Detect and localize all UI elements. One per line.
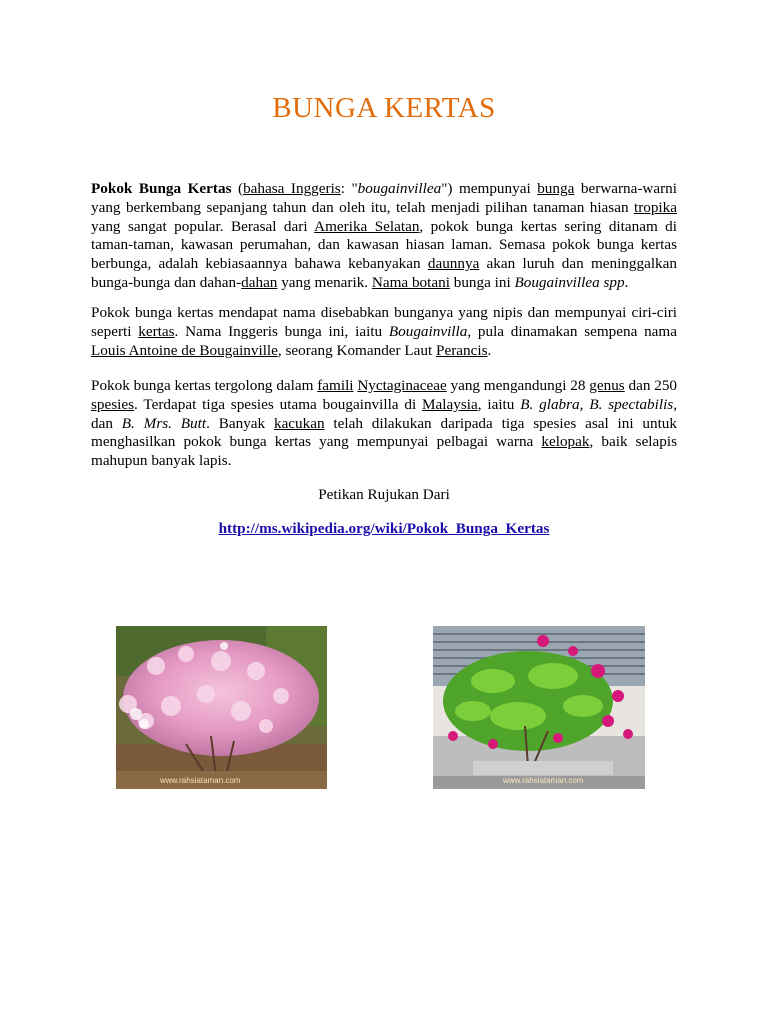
document-title: BUNGA KERTAS — [272, 92, 496, 124]
link-famili[interactable]: famili — [317, 377, 354, 394]
link-tropika[interactable]: tropika — [633, 198, 677, 216]
text-run: . Terdapat tiga spesies utama bougainvilla di — [134, 395, 423, 413]
text-run: ") mempunyai — [441, 180, 538, 197]
text-run: , baik selapis mahupun banyak lapis. — [91, 433, 677, 470]
term-italic: bougainvillea — [357, 180, 442, 197]
term-italic: B. spectabilis — [589, 395, 674, 413]
paragraph-intro — [91, 180, 677, 293]
text-run: ( — [231, 180, 244, 197]
reference-caption: Petikan Rujukan Dari — [318, 486, 450, 503]
link-daunnya[interactable]: daunnya — [427, 255, 480, 273]
paragraph-name-origin — [91, 304, 677, 360]
link-nyctaginaceae[interactable]: Nyctaginaceae — [357, 377, 447, 394]
photo-watermark: www.rahsiataman.com — [160, 776, 241, 785]
text-run: Pokok bunga kertas mendapat nama disebabkan bunganya yang nipis dan mempunyai ciri-ciri seperti — [91, 304, 677, 340]
bougainvillea-photo-magenta — [433, 626, 645, 789]
link-louis-antoine[interactable]: Louis Antoine de Bougainville — [91, 341, 278, 359]
link-kelopak[interactable]: kelopak — [541, 433, 590, 451]
text-run: , pula dinamakan sempena nama — [467, 322, 677, 340]
link-bunga[interactable]: bunga — [537, 180, 575, 197]
text-run: yang sangat popular. Berasal dari — [91, 217, 315, 235]
text-run: berwarna-warni yang berkembang sepanjang tahun dan oleh itu, telah menjadi pilihan tanaman hiasan — [91, 180, 677, 216]
text-run: yang menarik. — [277, 273, 372, 291]
photo-watermark: www.rahsiataman.com — [503, 776, 584, 785]
text-run: . — [487, 341, 492, 359]
text-run: . Nama Inggeris bunga ini, iaitu — [174, 322, 389, 340]
paragraph-classification — [91, 377, 677, 471]
link-nama-botani[interactable]: Nama botani — [371, 273, 450, 291]
text-run: . Banyak — [206, 414, 274, 432]
text-run: akan luruh dan meninggalkan bunga-bunga dan dahan- — [91, 255, 677, 291]
text-run: bunga ini — [449, 273, 515, 291]
term-italic: B. glabra — [520, 395, 580, 413]
bougainvillea-photo-pink — [116, 626, 327, 789]
text-run: dan 250 — [624, 377, 678, 394]
text-run: , pokok bunga kertas sering ditanam di taman-taman, kawasan perumahan, dan kawasan hiasan laman. Semasa pokok bunga kertas berbunga, adalah kebiasaannya bahawa kebanyakan — [91, 217, 677, 273]
link-perancis[interactable]: Perancis — [436, 341, 488, 359]
text-run: , iaitu — [477, 395, 521, 413]
term-italic: Bougainvillea spp — [514, 273, 625, 291]
text-run: , dan — [91, 395, 677, 432]
text-run: yang mengandungi 28 — [446, 377, 590, 394]
term-bold: Pokok Bunga Kertas — [91, 180, 232, 197]
text-run: , — [579, 395, 590, 413]
link-kacukan[interactable]: kacukan — [273, 414, 325, 432]
text-run: . — [624, 273, 629, 291]
link-malaysia[interactable]: Malaysia — [422, 395, 478, 413]
text-run: telah dilakukan daripada tiga spesies asal ini untuk menghasilkan pokok bunga kertas yang mempunyai pelbagai warna — [91, 414, 677, 451]
term-italic: Bougainvilla — [388, 322, 468, 340]
reference-link[interactable]: http://ms.wikipedia.org/wiki/Pokok_Bunga_Kertas — [218, 520, 550, 537]
link-genus[interactable]: genus — [589, 377, 625, 394]
text-run: , seorang Komander Laut — [277, 341, 437, 359]
text-run: : " — [340, 180, 358, 197]
link-amerika-selatan[interactable]: Amerika Selatan — [314, 217, 420, 235]
link-kertas[interactable]: kertas — [138, 322, 175, 340]
term-italic: B. Mrs. Butt — [121, 414, 207, 432]
text-run: Pokok bunga kertas tergolong dalam — [91, 377, 318, 394]
link-dahan[interactable]: dahan — [241, 273, 278, 291]
link-spesies[interactable]: spesies — [91, 395, 135, 413]
link-bahasa-inggeris[interactable]: bahasa Inggeris — [243, 180, 341, 197]
